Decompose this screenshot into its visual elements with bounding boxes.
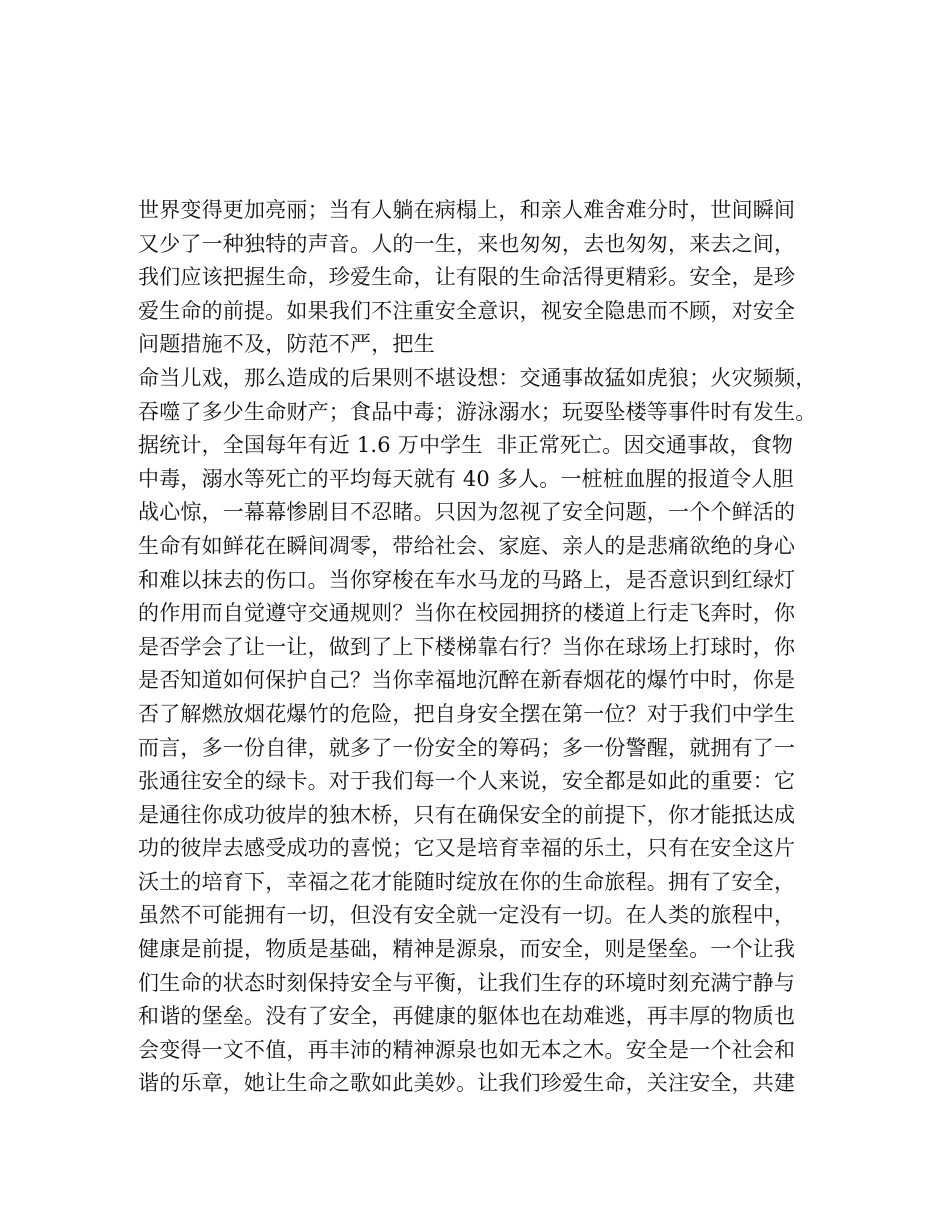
- text-line: 生命有如鲜花在瞬间凋零，带给社会、家庭、亲人的是悲痛欲绝的身心: [138, 533, 796, 558]
- text-line: 的作用而自觉遵守交通规则？当你在校园拥挤的楼道上行走飞奔时，你: [138, 601, 796, 626]
- text-line: 张通往安全的绿卡。对于我们每一个人来说，安全都是如此的重要：它: [138, 769, 796, 794]
- text-line: 健康是前提，物质是基础，精神是源泉，而安全，则是堡垒。一个让我: [138, 937, 796, 962]
- text-line: 爱生命的前提。如果我们不注重安全意识，视安全隐患而不顾，对安全: [138, 298, 796, 323]
- text-line: 是否知道如何保护自己？当你幸福地沉醉在新春烟花的爆竹中时，你是: [138, 668, 796, 693]
- text-line: 是通往你成功彼岸的独木桥，只有在确保安全的前提下，你才能抵达成: [138, 802, 796, 827]
- body-text: [138, 194, 838, 1101]
- text-line: 又少了一种独特的声音。人的一生，来也匆匆，去也匆匆，来去之间，: [138, 231, 796, 256]
- text-line: 谐的乐章，她让生命之歌如此美妙。让我们珍爱生命，关注安全，共建: [138, 1071, 796, 1096]
- text-line: 们生命的状态时刻保持安全与平衡，让我们生存的环境时刻充满宁静与: [138, 970, 796, 995]
- text-line: 据统计，全国每年有近 1.6 万中学生 非正常死亡。因交通事故，食物: [138, 433, 794, 458]
- text-line: 沃土的培育下，幸福之花才能随时绽放在你的生命旅程。拥有了安全，: [138, 869, 796, 894]
- text-line: 虽然不可能拥有一切，但没有安全就一定没有一切。在人类的旅程中，: [138, 903, 796, 928]
- text-line: 功的彼岸去感受成功的喜悦；它又是培育幸福的乐土，只有在安全这片: [138, 836, 796, 861]
- text-line: 会变得一文不值，再丰沛的精神源泉也如无本之木。安全是一个社会和: [138, 1037, 796, 1062]
- text-line: 我们应该把握生命，珍爱生命，让有限的生命活得更精彩。安全，是珍: [138, 265, 796, 290]
- text-line: 否了解燃放烟花爆竹的危险，把自身安全摆在第一位？对于我们中学生: [138, 701, 796, 726]
- text-line: 中毒，溺水等死亡的平均每天就有 40 多人。一桩桩血腥的报道令人胆: [138, 466, 794, 491]
- text-line: 战心惊，一幕幕惨剧目不忍睹。只因为忽视了安全问题，一个个鲜活的: [138, 500, 796, 525]
- text-line: 而言，多一份自律，就多了一份安全的筹码；多一份警醒，就拥有了一: [138, 735, 796, 760]
- text-line: 世界变得更加亮丽；当有人躺在病榻上，和亲人难舍难分时，世间瞬间: [138, 198, 796, 222]
- text-line: 命当儿戏，那么造成的后果则不堪设想：交通事故猛如虎狼；火灾频频，: [138, 365, 817, 390]
- text-line: 和难以抹去的伤口。当你穿梭在车水马龙的马路上，是否意识到红绿灯: [138, 567, 796, 592]
- text-line: 问题措施不及，防范不严，把生: [138, 332, 435, 357]
- text-line: 是否学会了让一让，做到了上下楼梯靠右行？当你在球场上打球时，你: [138, 634, 796, 659]
- text-line: 吞噬了多少生命财产；食品中毒；游泳溺水；玩耍坠楼等事件时有发生。: [138, 399, 817, 424]
- text-line: 和谐的堡垒。没有了安全，再健康的躯体也在劫难逃，再丰厚的物质也: [138, 1004, 796, 1029]
